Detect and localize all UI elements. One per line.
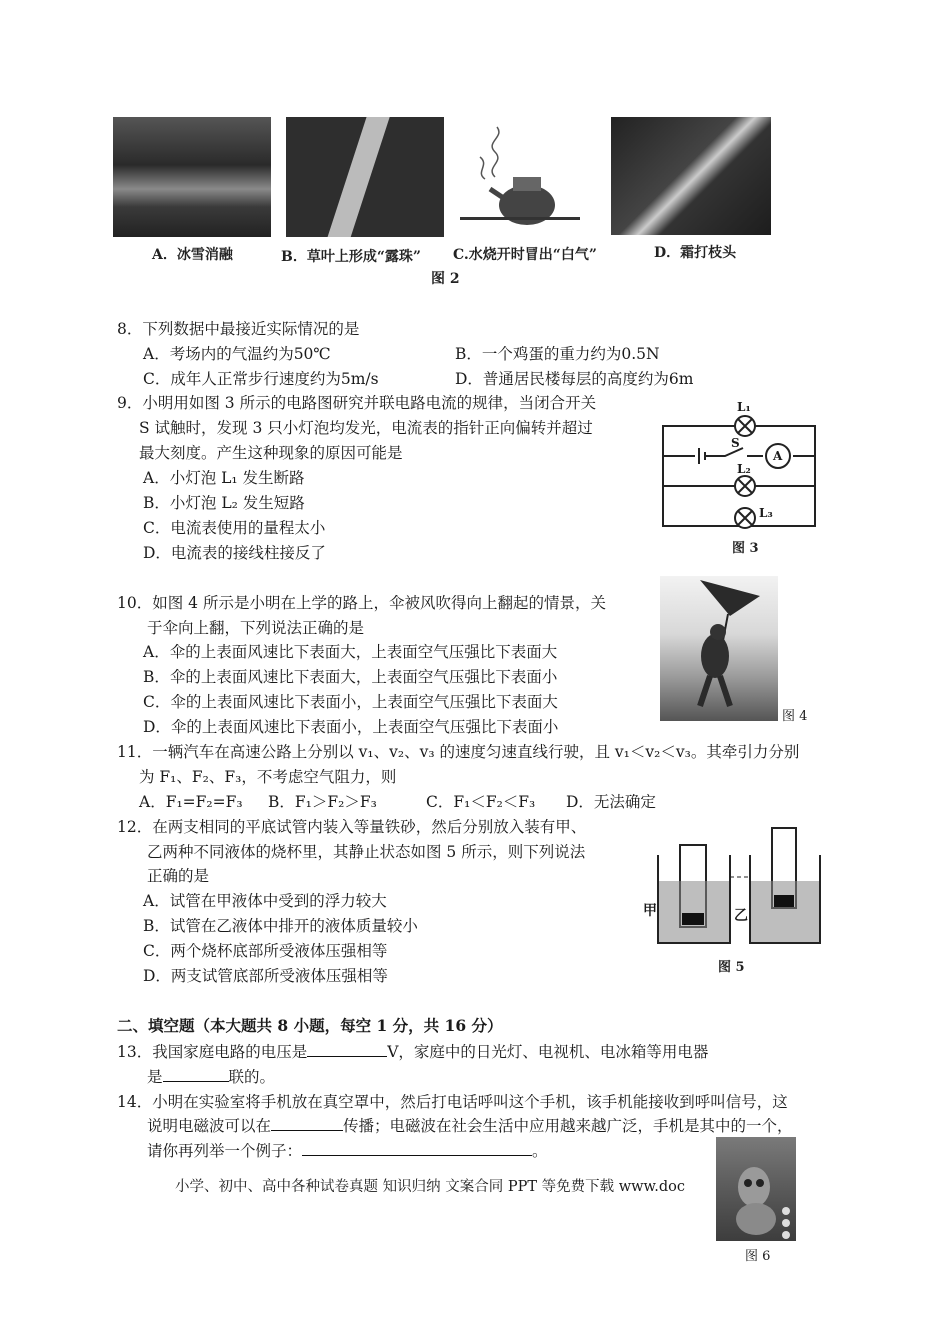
- q14-blank-1[interactable]: [271, 1116, 343, 1131]
- q9-option-c: C．电流表使用的量程太小: [143, 519, 326, 537]
- q8-stem: 8．下列数据中最接近实际情况的是: [117, 320, 360, 338]
- section2-title: 二、填空题（本大题共 8 小题，每空 1 分，共 16 分）: [117, 1016, 503, 1035]
- q14-line3: [147, 1141, 548, 1161]
- fig2-kettle-drawing: [455, 117, 580, 237]
- q12-option-d: D．两支试管底部所受液体压强相等: [143, 967, 388, 985]
- q11-option-c: C．F₁＜F₂＜F₃: [426, 793, 536, 811]
- q11-option-d: D．无法确定: [566, 793, 656, 811]
- q13-line1: [117, 1042, 708, 1062]
- q11-option-b: B．F₁＞F₂＞F₃: [268, 793, 377, 811]
- q14-line1: 14．小明在实验室将手机放在真空罩中，然后打电话呼叫这个手机，该手机能接收到呼叫信号，这: [117, 1093, 788, 1111]
- q10-option-a: A．伞的上表面风速比下表面大，上表面空气压强比下表面大: [143, 643, 558, 661]
- fig5-label-jia: 甲: [643, 903, 657, 919]
- fig2-photo-a: [113, 117, 271, 237]
- fig3-title: 图 3: [732, 541, 759, 556]
- q14-text-c: 请你再列举一个例子：: [147, 1142, 303, 1160]
- fig2-caption-b: B．草叶上形成“露珠”: [281, 249, 421, 265]
- q13-text-d: 联的。: [228, 1068, 276, 1086]
- q14-text-d: 。: [532, 1142, 548, 1160]
- q8-option-d: D．普通居民楼每层的高度约为6m: [455, 370, 694, 388]
- q9-line2: S 试触时，发现 3 只小灯泡均发光，电流表的指针正向偏转并超过: [139, 419, 593, 437]
- fig3-label-l2: L₂: [737, 462, 751, 476]
- q9-line3: 最大刻度。产生这种现象的原因可能是: [139, 444, 403, 462]
- fig6-cat-photo: [716, 1137, 796, 1241]
- q12-option-a: A．试管在甲液体中受到的浮力较大: [143, 892, 387, 910]
- q13-line2: [147, 1067, 275, 1087]
- q8-option-b: B．一个鸡蛋的重力约为0.5N: [455, 345, 660, 363]
- q10-option-b: B．伞的上表面风速比下表面大，上表面空气压强比下表面小: [143, 668, 558, 686]
- q11-line2: 为 F₁、F₂、F₃，不考虑空气阻力，则: [139, 768, 397, 786]
- q13-text-c: 是: [147, 1068, 163, 1086]
- q14-text-a: 说明电磁波可以在: [147, 1117, 272, 1135]
- q12-line1: 12．在两支相同的平底试管内装入等量铁砂，然后分别放入装有甲、: [117, 818, 587, 836]
- fig2-caption-a: A．冰雪消融: [152, 247, 233, 263]
- fig2-title: 图 2: [431, 271, 460, 287]
- fig2-photo-b: [286, 117, 444, 237]
- fig3-label-a: A: [773, 449, 783, 463]
- fig5-title: 图 5: [718, 960, 745, 975]
- fig3-label-l3: L₃: [759, 506, 773, 520]
- q9-option-a: A．小灯泡 L₁ 发生断路: [143, 469, 305, 487]
- q13-blank-1[interactable]: [307, 1042, 387, 1057]
- q12-line3: 正确的是: [147, 867, 210, 885]
- q13-blank-2[interactable]: [163, 1067, 229, 1082]
- q14-blank-2[interactable]: [302, 1141, 532, 1156]
- q10-option-d: D．伞的上表面风速比下表面小，上表面空气压强比下表面小: [143, 718, 559, 736]
- q8-option-c: C．成年人正常步行速度约为5m/s: [143, 370, 379, 388]
- fig4-title: 图 4: [782, 709, 808, 724]
- q9-line1: 9．小明用如图 3 所示的电路图研究并联电路电流的规律，当闭合开关: [117, 394, 597, 412]
- q14-line2: [147, 1116, 793, 1136]
- q13-text-a: 13．我国家庭电路的电压是: [117, 1043, 308, 1061]
- q11-line1: 11．一辆汽车在高速公路上分别以 v₁、v₂、v₃ 的速度匀速直线行驶，且 v₁＜v₂＜v₃。其牵引力分别: [117, 743, 800, 761]
- fig5-beakers: [640, 825, 835, 950]
- q9-option-d: D．电流表的接线柱接反了: [143, 544, 326, 562]
- fig2-caption-d: D．霜打枝头: [654, 245, 737, 261]
- fig3-label-s: S: [731, 436, 740, 450]
- footer-text: 小学、初中、高中各种试卷真题 知识归纳 文案合同 PPT 等免费下载 www.doc: [175, 1179, 685, 1195]
- fig3-circuit: [655, 400, 825, 560]
- q10-line1: 10．如图 4 所示是小明在上学的路上，伞被风吹得向上翻起的情景，关: [117, 594, 606, 612]
- q11-option-a: A．F₁=F₂=F₃: [139, 793, 243, 811]
- q12-option-c: C．两个烧杯底部所受液体压强相等: [143, 942, 388, 960]
- fig5-label-yi: 乙: [734, 908, 748, 924]
- q13-text-b: V，家庭中的日光灯、电视机、电冰箱等用电器: [387, 1043, 709, 1061]
- fig4-umbrella-photo: [660, 576, 778, 721]
- fig2-caption-c: C.水烧开时冒出“白气”: [453, 247, 597, 263]
- fig2-photo-d: [611, 117, 771, 235]
- fig3-label-l1: L₁: [737, 400, 751, 414]
- q9-option-b: B．小灯泡 L₂ 发生短路: [143, 494, 305, 512]
- q12-option-b: B．试管在乙液体中排开的液体质量较小: [143, 917, 418, 935]
- q8-option-a: A．考场内的气温约为50℃: [143, 345, 331, 363]
- q10-line2: 于伞向上翻，下列说法正确的是: [147, 619, 365, 637]
- fig6-title: 图 6: [745, 1249, 771, 1264]
- q10-option-c: C．伞的上表面风速比下表面小，上表面空气压强比下表面大: [143, 693, 558, 711]
- q14-text-b: 传播；电磁波在社会生活中应用越来越广泛，手机是其中的一个，: [343, 1117, 793, 1135]
- q12-line2: 乙两种不同液体的烧杯里，其静止状态如图 5 所示，则下列说法: [147, 843, 586, 861]
